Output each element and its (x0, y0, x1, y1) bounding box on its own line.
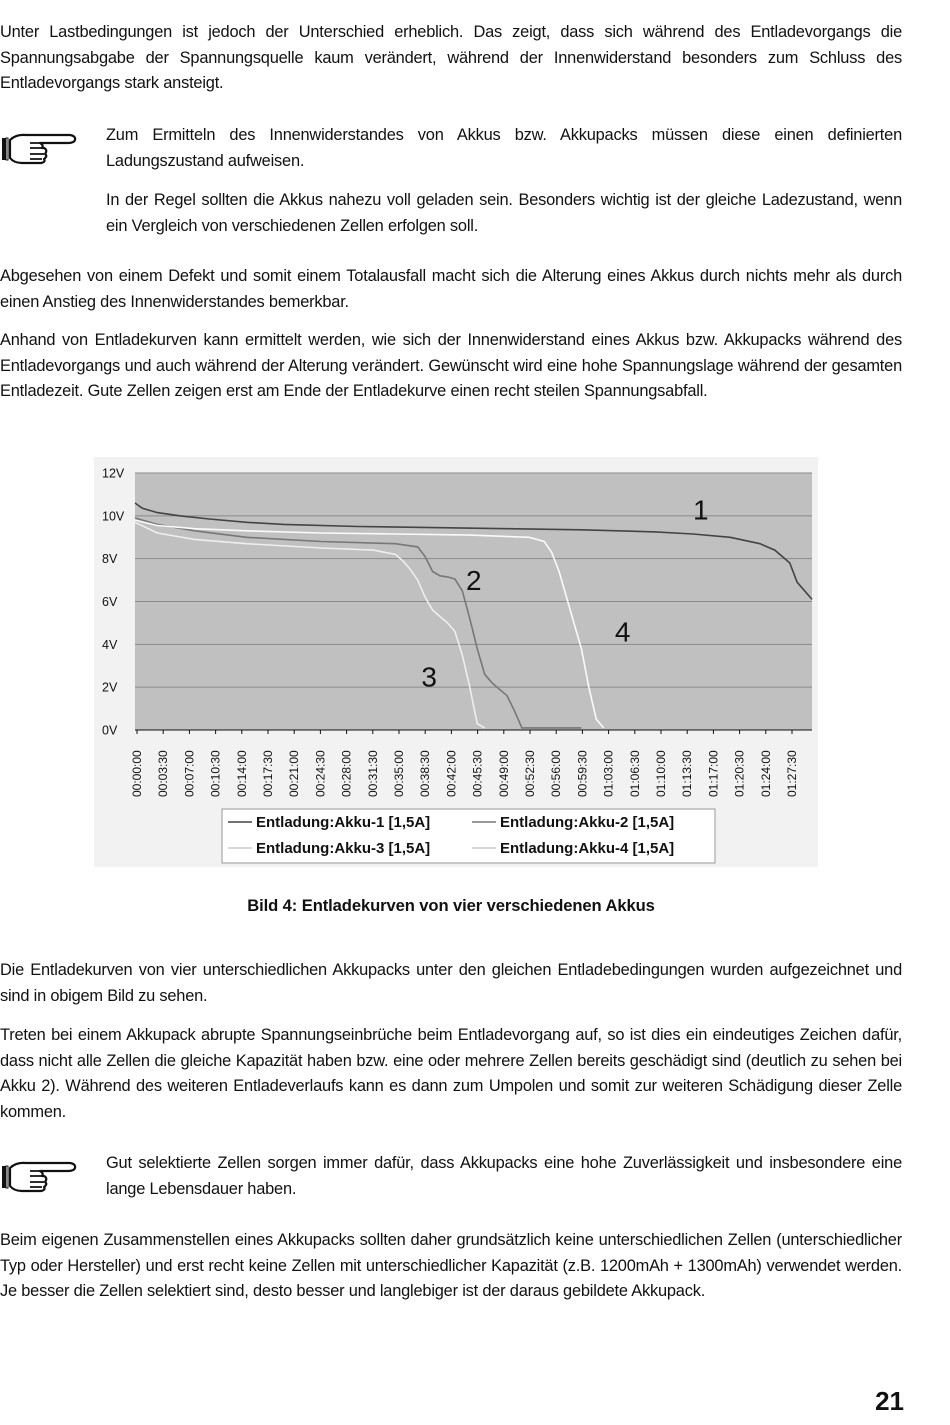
curve-label-4: 4 (614, 616, 631, 648)
page-number: 21 (875, 1386, 904, 1416)
x-tick-label: 00:42:00 (444, 750, 459, 797)
pointing-hand-icon-2 (0, 1154, 78, 1198)
y-tick-label: 4V (102, 637, 118, 652)
x-tick-label: 00:49:00 (496, 750, 511, 797)
y-tick-label: 12V (102, 466, 125, 481)
x-tick-label: 01:10:00 (654, 750, 668, 797)
legend-entry-4: Entladung:Akku-4 [1,5A] (500, 840, 675, 857)
x-tick-label: 01:24:00 (758, 750, 773, 797)
note-1-text: Zum Ermitteln des Innenwiderstandes von Akkus bzw. Akkupacks müssen diese einen definierten Ladungszustand aufweisen. (106, 126, 902, 170)
curve-label-1: 1 (692, 494, 709, 526)
figure-caption: Bild 4: Entladekurven von vier verschiedenen Akkus (247, 896, 655, 915)
x-tick-label: 00:03:30 (156, 750, 171, 797)
pointing-hand-icon (0, 126, 78, 170)
y-tick-label: 8V (102, 552, 118, 567)
curve-label-3: 3 (421, 661, 438, 693)
y-tick-label: 0V (102, 723, 118, 738)
x-tick-label: 00:52:30 (523, 750, 537, 797)
x-tick-label: 01:06:30 (627, 750, 642, 797)
curves-description-paragraph: Die Entladekurven von vier unterschiedlichen Akkupacks unter den gleichen Entladebedingungen wurden aufgezeichnet und sind in obigem Bild zu sehen. (0, 961, 902, 1005)
x-tick-label: 01:20:30 (732, 750, 747, 797)
x-tick-label: 00:24:30 (313, 750, 328, 797)
curve-label-2: 2 (466, 565, 482, 597)
x-tick-label: 00:21:00 (287, 750, 302, 797)
intro-paragraph: Unter Lastbedingungen ist jedoch der Unterschied erheblich. Das zeigt, dass sich während des Entladevorgangs die Spannungsabgabe der Spannungsquelle kaum verändert, während der Innenwiderstand besonders zum Schluss des Entladevorgangs stark ansteigt. (0, 23, 902, 92)
note-2-text: Gut selektierte Zellen sorgen immer dafür, dass Akkupacks eine hohe Zuverlässigkeit und insbesondere eine lange Lebensdauer haben. (106, 1154, 902, 1198)
y-tick-label: 2V (102, 680, 118, 695)
legend-entry-1: Entladung:Akku-1 [1,5A] (256, 814, 431, 831)
x-tick-label: 00:59:30 (575, 750, 590, 797)
x-tick-label: 00:17:30 (261, 750, 275, 797)
legend-entry-3: Entladung:Akku-3 [1,5A] (256, 840, 431, 857)
note-1-text-2: In der Regel sollten die Akkus nahezu voll geladen sein. Besonders wichtig ist der gleiche Ladezustand, wenn ein Vergleich von verschiedenen Zellen erfolgen soll. (106, 191, 902, 235)
x-tick-label: 00:10:30 (208, 750, 223, 797)
x-tick-label: 00:45:30 (470, 750, 485, 797)
x-tick-label: 00:35:00 (392, 750, 406, 797)
discharge-chart (94, 457, 818, 867)
x-tick-label: 00:14:00 (234, 750, 249, 797)
x-tick-label: 00:28:00 (339, 750, 354, 797)
x-tick-label: 00:00:00 (130, 750, 144, 797)
voltage-drop-paragraph: Treten bei einem Akkupack abrupte Spannungseinbrüche beim Entladevorgang auf, so ist dies ein eindeutiges Zeichen dafür, dass nicht alle Zellen die gleiche Kapazität haben bzw. eine oder mehrere Zellen bereits geschädigt sind (deutlich zu sehen bei Akku 2). Während des weiteren Entladeverlaufs kann es dann zum Umpolen und somit zur weiteren Schädigung dieser Zelle kommen. (0, 1026, 902, 1121)
legend-entry-2: Entladung:Akku-2 [1,5A] (500, 814, 675, 831)
y-tick-label: 6V (102, 595, 118, 609)
x-tick-label: 00:07:00 (182, 750, 197, 797)
x-tick-label: 00:56:00 (549, 750, 564, 797)
assembly-paragraph: Beim eigenen Zusammenstellen eines Akkupacks sollten daher grundsätzlich keine unterschiedlichen Zellen (unterschiedlicher Typ oder Hersteller) und erst recht keine Zellen mit unterschiedlicher Kapazität (z.B. 1200mAh + 1300mAh) verwendet werden. Je besser die Zellen selektiert sind, desto besser und langlebiger ist der daraus gebildete Akkupack. (0, 1231, 902, 1300)
x-tick-label: 00:31:30 (365, 750, 380, 797)
discharge-curve-paragraph: Anhand von Entladekurven kann ermittelt werden, wie sich der Innenwiderstand eines Akkus bzw. Akkupacks während des Entladevorgangs und auch während der Alterung verändert. Gewünscht wird eine hohe Spannungslage während der gesamten Entladezeit. Gute Zellen zeigen erst am Ende der Entladekurve einen recht steilen Spannungsabfall. (0, 331, 902, 400)
y-tick-label: 10V (102, 509, 125, 524)
x-tick-label: 01:17:00 (706, 750, 721, 797)
x-tick-label: 01:03:00 (601, 750, 616, 797)
x-tick-label: 01:27:30 (785, 750, 799, 797)
aging-paragraph: Abgesehen von einem Defekt und somit einem Totalausfall macht sich die Alterung eines Akkus durch nichts mehr als durch einen Anstieg des Innenwiderstandes bemerkbar. (0, 267, 902, 311)
x-tick-label: 01:13:30 (680, 750, 695, 797)
x-tick-label: 00:38:30 (418, 750, 433, 797)
